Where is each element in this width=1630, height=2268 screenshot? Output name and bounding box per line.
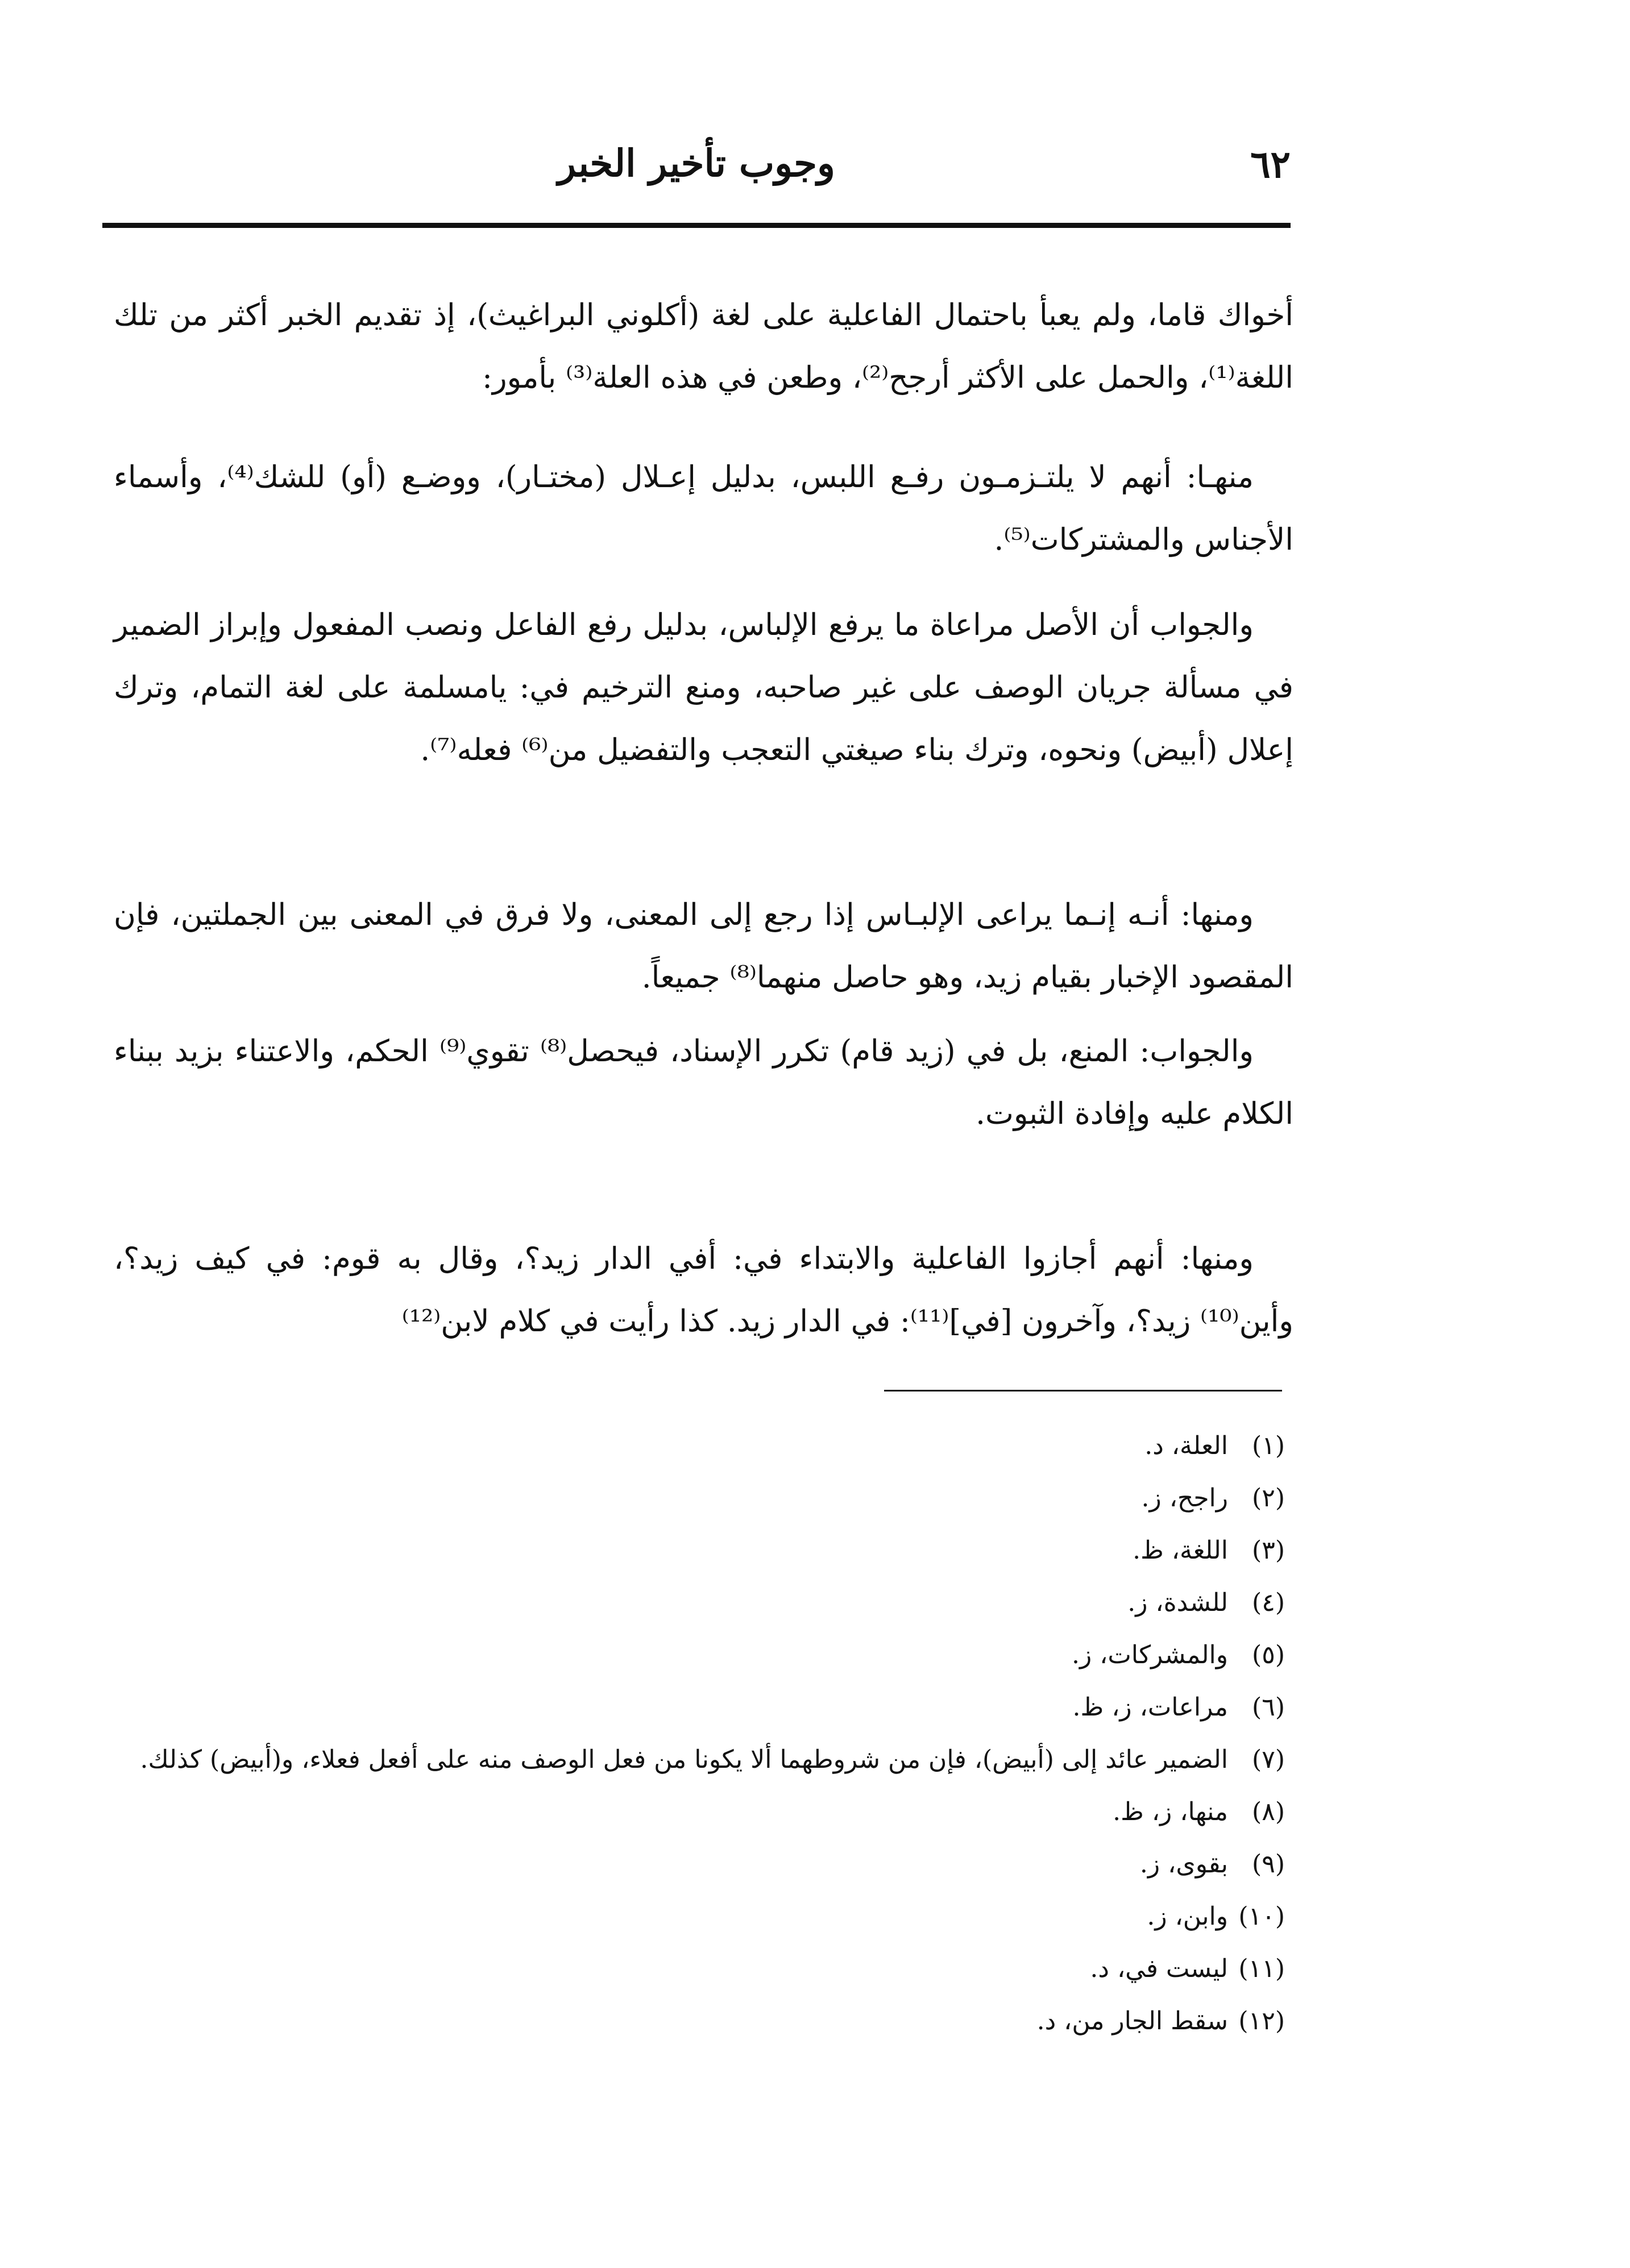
footnote-9: (٩) بقوى، ز.: [1139, 1850, 1285, 1879]
paragraph-3: والجواب أن الأصل مراعاة ما يرفع الإلباس، بدليل رفع الفاعل ونصب المفعول وإبراز الضمير في مسألة جريان الوصف على غير صاحبه، ومنع الترخيم في: يامسلمة على لغة التمام، وترك إعلال (أبيض) ونحوه، وترك بناء صيغتي التعجب والتفضيل من⁽⁶⁾ فعله⁽⁷⁾.: [114, 608, 1293, 767]
footnote-8: (٨) منها، ز، ظ.: [1113, 1797, 1285, 1826]
paragraph-6: ومنها: أنهم أجازوا الفاعلية والابتداء في: أفي الدار زيد؟، وقال به قوم: في كيف زيد؟، وأين⁽¹⁰⁾ زيد؟، وآخرون [في]⁽¹¹⁾: في الدار زيد. كذا رأيت في كلام لابن⁽¹²⁾: [114, 1241, 1293, 1339]
page-title: وجوب تأخير الخبر: [558, 141, 835, 185]
footnote-3: (٣) اللغة، ظ.: [1133, 1536, 1285, 1565]
paragraph-4: ومنها: أنـه إنـما يراعى الإلبـاس إذا رجع إلى المعنى، ولا فرق في المعنى بين الجملتين، فإن المقصود الإخبار بقيام زيد، وهو حاصل منهما⁽⁸⁾ جميعاً.: [114, 898, 1293, 995]
footnote-6: (٦) مراعات، ز، ظ.: [1072, 1693, 1285, 1722]
page-number: ٦٢: [1250, 142, 1291, 186]
footnote-11: (١١) ليست في، د.: [1090, 1954, 1285, 1983]
paragraph-1: أخواك قاما، ولم يعبأ باحتمال الفاعلية على لغة (أكلوني البراغيث)، إذ تقديم الخبر أكثر من تلك اللغة⁽¹⁾، والحمل على الأكثر أرجح⁽²⁾، وطعن في هذه العلة⁽³⁾ بأمور:: [114, 298, 1293, 395]
footnotes: [131, 1427, 1285, 2054]
footnote-2: (٢) راجح، ز.: [1141, 1484, 1285, 1513]
footnote-10: (١٠) وابن، ز.: [1147, 1902, 1285, 1931]
header-rule: [102, 223, 1291, 228]
footnote-1: (١) العلة، د.: [1144, 1431, 1285, 1460]
paragraph-5: والجواب: المنع، بل في (زيد قام) تكرر الإسناد، فيحصل⁽⁸⁾ تقوي⁽⁹⁾ الحكم، والاعتناء بزيد ببناء الكلام عليه وإفادة الثبوت.: [114, 1034, 1293, 1131]
paragraph-2: منهـا: أنهم لا يلتـزمـون رفـع اللبس، بدليل إعـلال (مختـار)، ووضـع (أو) للشك⁽⁴⁾، وأسماء الأجناس والمشتركات⁽⁵⁾.: [114, 460, 1293, 557]
footnote-7: (٧) الضمير عائد إلى (أبيض)، فإن من شروطهما ألا يكونا من فعل الوصف منه على أفعل فعلاء، و(أبيض) كذلك.: [140, 1745, 1285, 1774]
footnote-12: (١٢) سقط الجار من، د.: [1036, 2007, 1285, 2036]
footnote-5: (٥) والمشركات، ز.: [1071, 1640, 1285, 1669]
running-header: [102, 131, 1291, 199]
footnote-separator: [884, 1390, 1282, 1391]
footnote-4: (٤) للشدة، ز.: [1127, 1588, 1285, 1617]
